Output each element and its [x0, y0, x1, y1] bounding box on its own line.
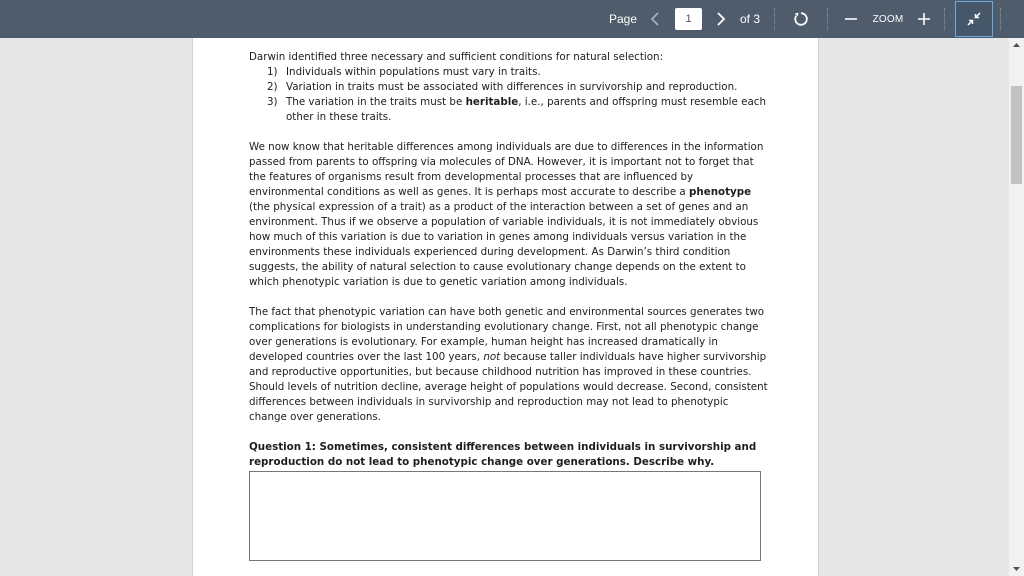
text-run: because taller individuals have higher survivorship and reproductive opportunities, but because childhood nutrition has improved in these countries. Should levels of nutrition decline, average height of populations would decrease. Second, consistent differences between individuals in survivorship and reproduction may not lead to phenotypic change over generations.	[249, 351, 768, 423]
toolbar-divider	[1000, 8, 1001, 30]
text-run: We now know that heritable differences among individuals are due to differences in the information passed from parents to offspring via molecules of DNA. However, it is important not to forget that the features of organisms result from developmental processes that are influenced by environmental conditions as well as genes. It is perhaps most accurate to describe a	[249, 141, 764, 198]
text-run: , i.e., parents and offspring must resemble each other in these traits.	[286, 96, 766, 123]
list-text: Variation in traits must be associated with differences in survivorship and reproduction.	[286, 81, 738, 93]
bold-term: heritable	[465, 96, 519, 108]
page-number-input[interactable]	[675, 8, 702, 30]
list-item	[249, 80, 769, 95]
zoom-out-button[interactable]	[840, 0, 862, 38]
scroll-up-button[interactable]	[1009, 38, 1024, 52]
toolbar-divider	[944, 8, 945, 30]
question-1: Question 1: Sometimes, consistent differences between individuals in survivorship and reproduction do not lead to phenotypic change over generations. Describe why.	[249, 441, 757, 468]
rotate-button[interactable]	[788, 0, 814, 38]
page-label: Page	[608, 12, 638, 26]
minus-icon	[845, 13, 857, 25]
previous-page-button[interactable]	[646, 0, 664, 38]
scroll-thumb[interactable]	[1011, 86, 1022, 184]
zoom-label: ZOOM	[872, 13, 904, 25]
caret-up-icon	[1013, 43, 1020, 47]
zoom-in-button[interactable]	[913, 0, 935, 38]
italic-term: not	[483, 351, 501, 363]
answer-text-field[interactable]	[249, 471, 761, 561]
list-number: 3)	[267, 96, 278, 108]
viewer-toolbar	[0, 0, 1024, 38]
list-text	[286, 96, 766, 123]
chevron-left-icon	[650, 12, 660, 26]
scroll-down-button[interactable]	[1009, 562, 1024, 576]
page-count-label: of 3	[739, 12, 760, 26]
caret-down-icon	[1013, 567, 1020, 571]
rotate-icon	[793, 11, 809, 27]
toolbar-divider	[774, 8, 775, 30]
toolbar-divider	[827, 8, 828, 30]
text-run: The variation in the traits must be	[286, 96, 466, 108]
document-viewport	[0, 38, 1024, 576]
list-item	[249, 65, 769, 80]
text-run: The fact that phenotypic variation can have both genetic and environmental sources generates two complications for biologists in understanding evolutionary change. First, not all phenotypic change over generations is evolutionary. For example, human height has increased dramatically in developed countries over the last 100 years,	[249, 306, 765, 363]
next-page-button[interactable]	[711, 0, 731, 38]
intro-text: Darwin identified three necessary and sufficient conditions for natural selection:	[249, 51, 664, 63]
page-content	[249, 50, 769, 470]
document-page	[192, 38, 819, 576]
chevron-right-icon	[716, 12, 726, 26]
list-number: 2)	[267, 81, 278, 93]
text-run: (the physical expression of a trait) as a product of the interaction between a set of genes and an environment. Thus if we observe a population of variable individuals, it is not immediately obvious how much of this variation is due to variation in genes among individuals versus variation in the environments these individuals experienced during development. As Darwin’s third condition suggests, the ability of natural selection to cause evolutionary change depends on the extent to which phenotypic variation is due to genetic variation among individuals.	[249, 201, 759, 288]
list-item	[249, 95, 769, 125]
list-number: 1)	[267, 66, 278, 78]
bold-term: phenotype	[689, 186, 752, 198]
plus-icon	[918, 13, 930, 25]
vertical-scrollbar[interactable]	[1009, 38, 1024, 576]
paragraph-dna	[249, 140, 769, 290]
paragraph-complications	[249, 305, 769, 425]
collapse-icon	[966, 11, 982, 27]
exit-fit-button[interactable]	[955, 1, 993, 37]
conditions-list	[249, 65, 769, 125]
list-text: Individuals within populations must vary in traits.	[286, 66, 541, 78]
